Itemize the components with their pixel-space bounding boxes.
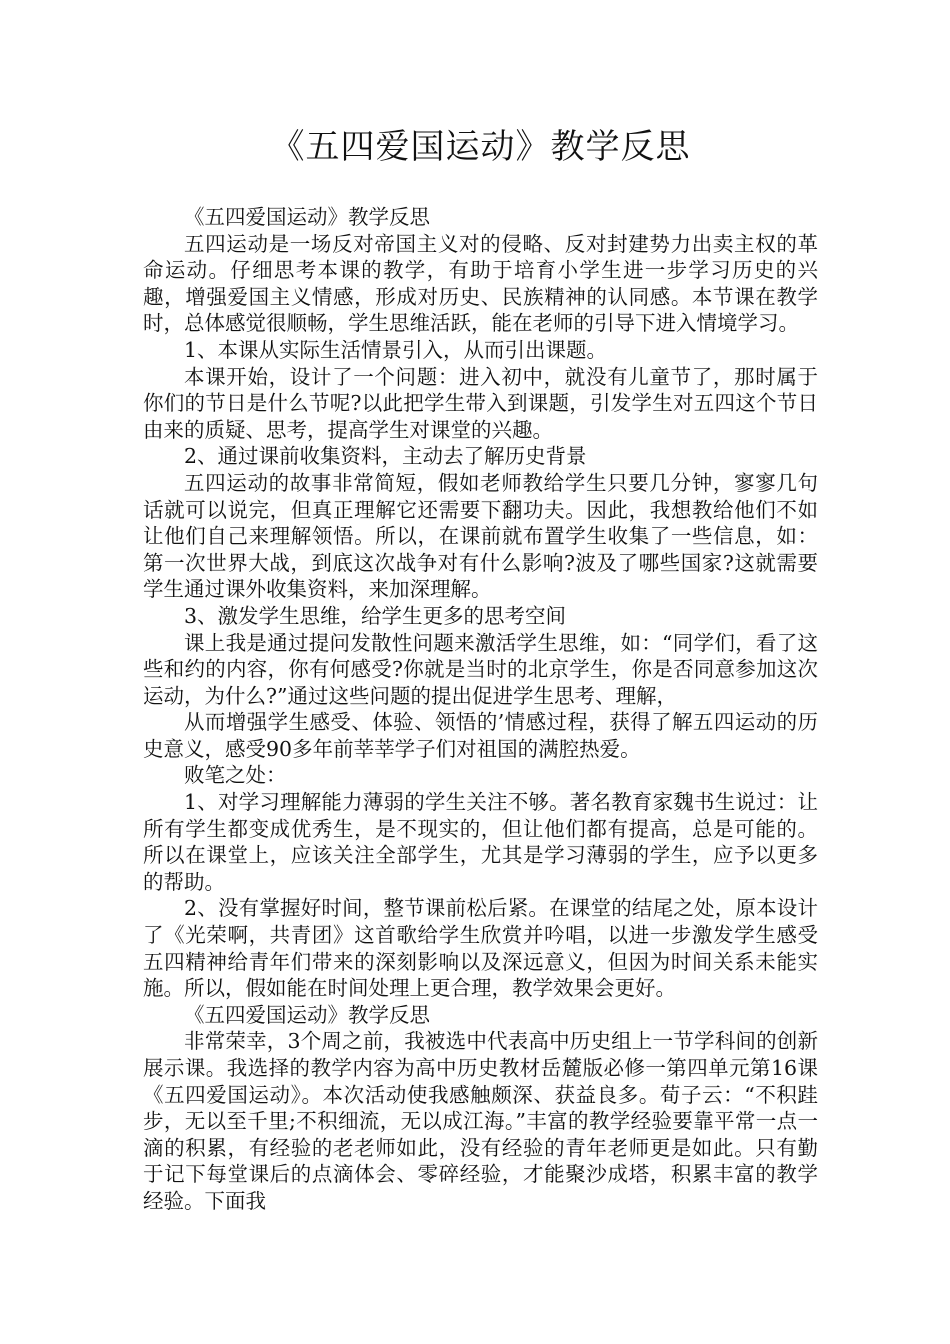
- paragraph-second-subtitle: 《五四爱国运动》教学反思: [184, 1002, 430, 1027]
- paragraph-point-3-continued: 从而增强学生感受、体验、领悟的’情感过程，获得了解五四运动的历史意义，感受90多年前莘莘学子们对祖国的满腔热爱。: [143, 710, 818, 761]
- paragraph-intro: 五四运动是一场反对帝国主义对的侵略、反对封建势力出卖主权的革命运动。仔细思考本课的教学，有助于培育小学生进一步学习历史的兴趣，增强爱国主义情感，形成对历史、民族精神的认同感。本节课在教学时，总体感觉很顺畅，学生思维活跃，能在老师的引导下进入情境学习。: [143, 231, 818, 336]
- paragraph-shortcomings-heading: 败笔之处：: [184, 763, 287, 788]
- document-body: [143, 204, 818, 1215]
- paragraph-second-body: 非常荣幸，3个周之前，我被选中代表高中历史组上一节学科间的创新展示课。我选择的教学内容为高中历史教材岳麓版必修一第四单元第16课《五四爱国运动》。本次活动使我感触颇深、获益良多。荀子云：“不积跬步，无以至千里;不积细流，无以成江海。”丰富的教学经验要靠平常一点一滴的积累，有经验的老老师如此，没有经验的青年老师更是如此。只有勤于记下每堂课后的点滴体会、零碎经验，才能聚沙成塔，积累丰富的教学经验。下面我: [143, 1029, 818, 1213]
- document-title: 《五四爱国运动》教学反思: [270, 127, 691, 167]
- paragraph-subtitle: 《五四爱国运动》教学反思: [184, 205, 430, 229]
- paragraph-point-2-body: 五四运动的故事非常简短，假如老师教给学生只要几分钟，寥寥几句话就可以说完，但真正理解它还需要下翻功夫。因此，我想教给他们不如让他们自己来理解领悟。所以，在课前就布置学生收集了一些信息，如：第一次世界大战，到底这次战争对有什么影响?波及了哪些国家?这就需要学生通过课外收集资料，来加深理解。: [143, 470, 818, 602]
- paragraph-point-3-body: 课上我是通过提问发散性问题来激活学生思维，如：“同学们，看了这些和约的内容，你有何感受?你就是当时的北京学生，你是否同意参加这次运动，为什么?”通过这些问题的提出促进学生思考、理解，: [143, 630, 818, 708]
- paragraph-point-1-body: 本课开始，设计了一个问题：进入初中，就没有儿童节了，那时属于你们的节日是什么节呢?以此把学生带入到课题，引发学生对五四这个节日由来的质疑、思考，提高学生对课堂的兴趣。: [143, 364, 818, 442]
- paragraph-shortcoming-1: 1、对学习理解能力薄弱的学生关注不够。著名教育家魏书生说过：让所有学生都变成优秀生，是不现实的，但让他们都有提高，总是可能的。所以在课堂上，应该关注全部学生，尤其是学习薄弱的学生，应予以更多的帮助。: [143, 790, 818, 894]
- paragraph-point-2-heading: 2、通过课前收集资料，主动去了解历史背景: [184, 444, 587, 469]
- paragraph-shortcoming-2: 2、没有掌握好时间，整节课前松后紧。在课堂的结尾之处，原本设计了《光荣啊，共青团》这首歌给学生欣赏并吟唱，以进一步激发学生感受五四精神给青年们带来的深刻影响以及深远意义，但因为时间关系未能实施。所以，假如能在时间处理上更合理，教学效果会更好。: [143, 896, 818, 1001]
- paragraph-point-3-heading: 3、激发学生思维，给学生更多的思考空间: [184, 603, 567, 628]
- paragraph-point-1-heading: 1、本课从实际生活情景引入，从而引出课题。: [184, 337, 608, 362]
